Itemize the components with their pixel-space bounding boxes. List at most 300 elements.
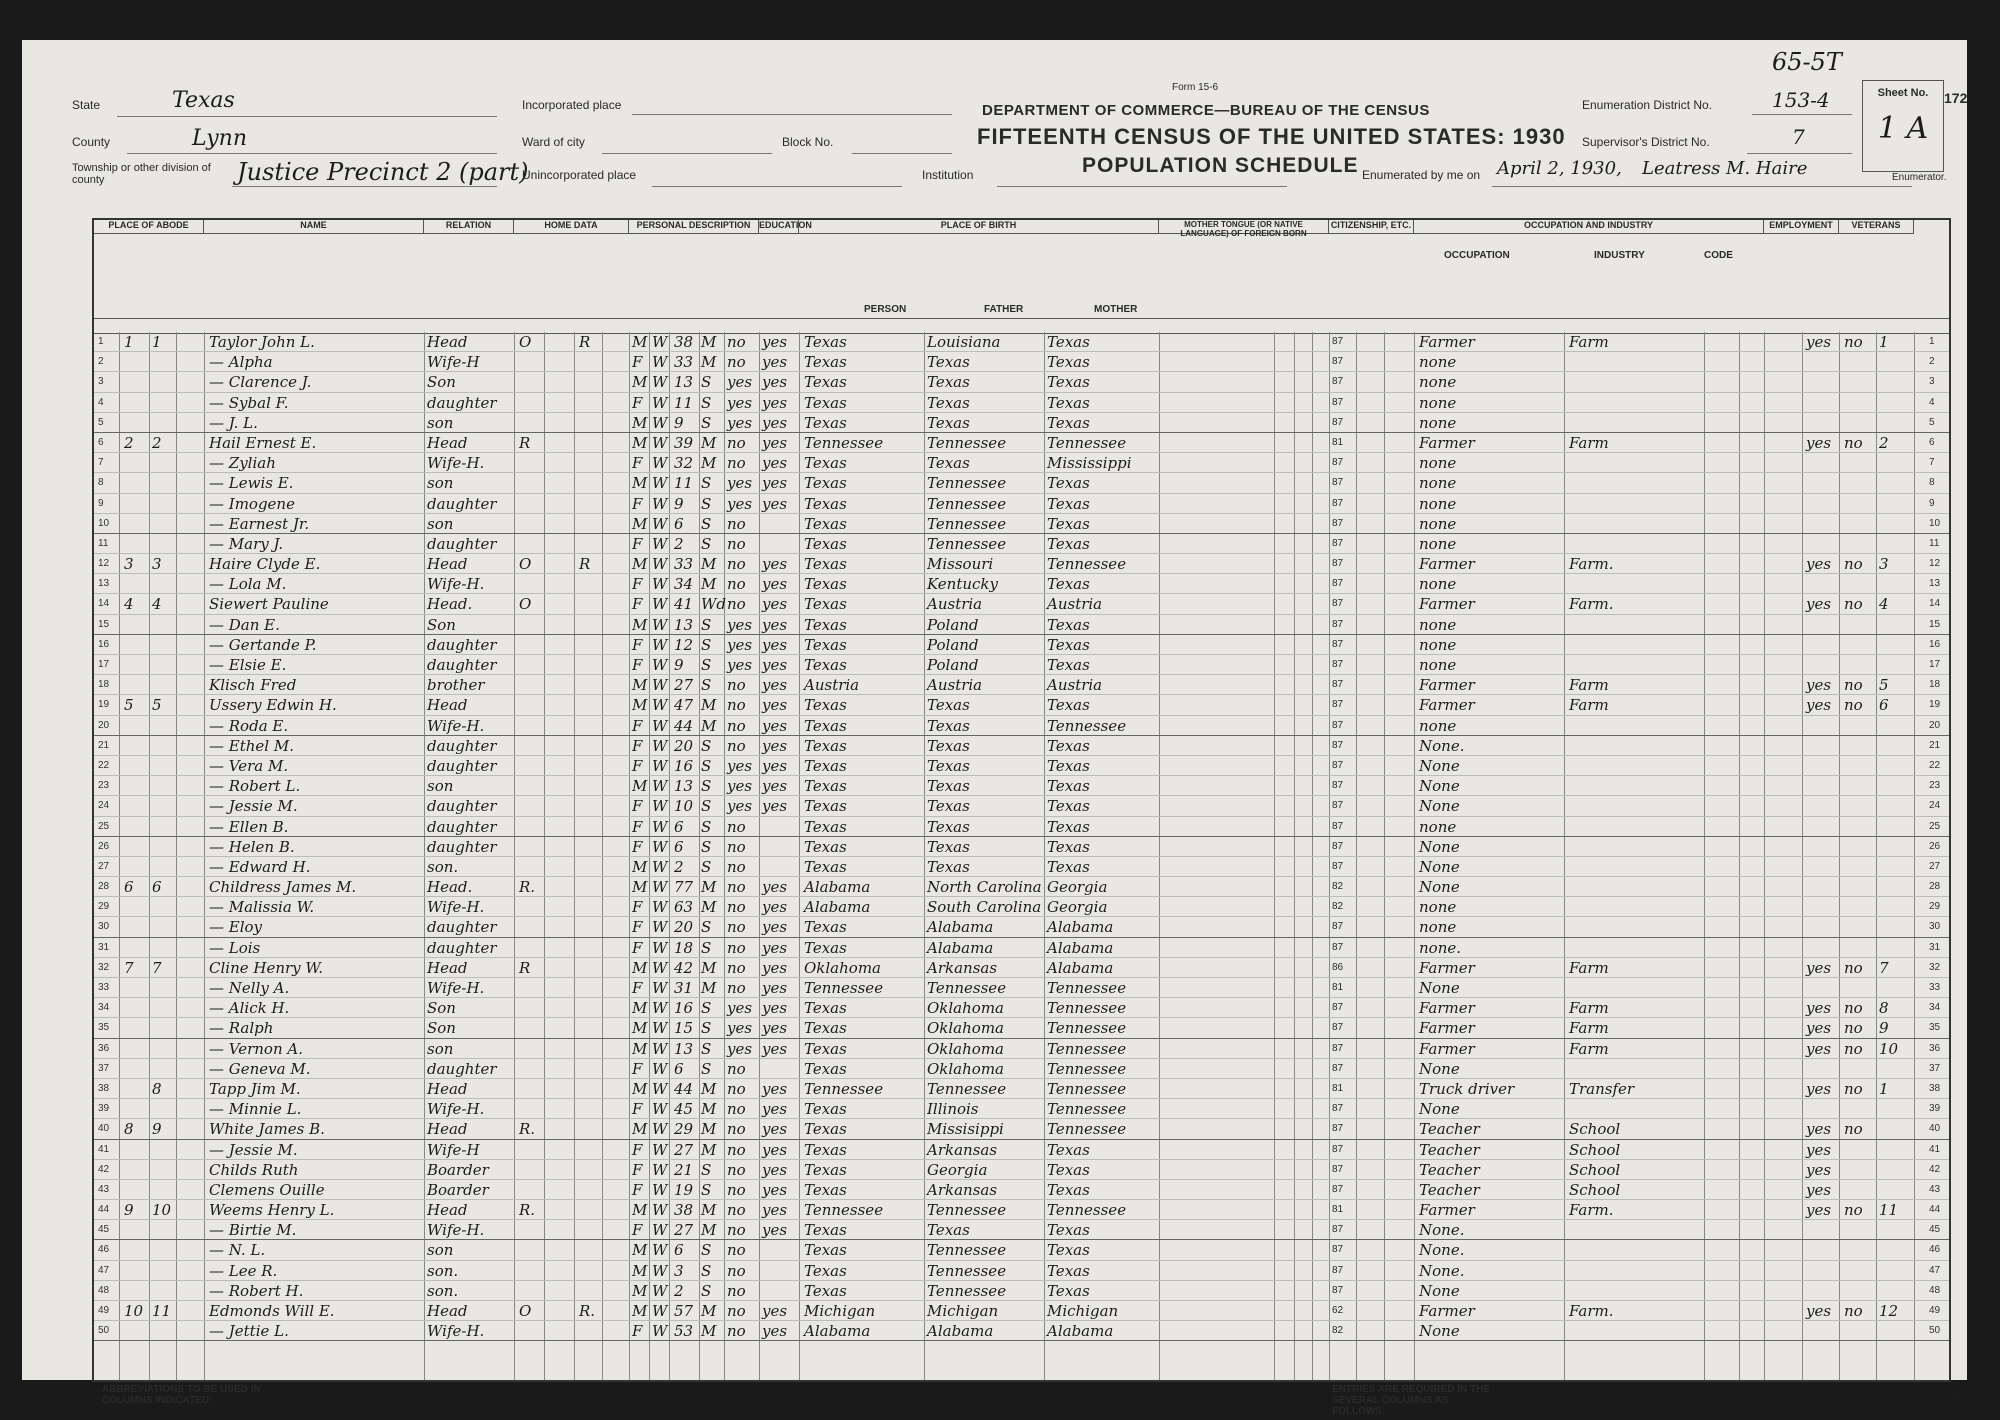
cell-read: yes [762,1160,788,1179]
cell-edu: yes [727,494,753,513]
cell-mbp: Texas [1047,817,1090,836]
line-number: 38 [1929,1082,1941,1094]
cell-dw: 9 [124,1201,134,1220]
cell-age: 45 [674,1100,694,1119]
cell-sex: F [632,656,643,674]
cell-ind [1569,534,1701,553]
cell-sex: M [632,1019,648,1038]
cell-read: yes [762,797,788,816]
table-row [94,635,1949,655]
cell-occ: Farmer [1419,696,1475,715]
cell-dw [124,1018,142,1037]
cell-occ: Teacher [1419,1160,1480,1179]
cell-read: yes [762,938,788,957]
cell-fbp: Texas [927,797,970,816]
cell-read [762,817,796,836]
cell-own: R. [519,1120,536,1139]
cell-bp: Texas [804,1019,847,1038]
cell-fbp: Tennessee [927,1281,1007,1300]
cell-sex: M [632,514,648,533]
cell-edu: no [727,514,746,533]
cell-ind: Farm [1569,333,1609,351]
cell-rel: Wife-H. [427,1221,485,1240]
cell-name: Siewert Pauline [209,595,329,614]
cell-fbp: South Carolina [927,898,1042,917]
cell-occ: Farmer [1419,1039,1475,1058]
cell-mbp: Texas [1047,494,1090,513]
cell-dw [124,1261,142,1280]
cell-name: — Edward H. [209,857,311,876]
cell-race: W [652,656,668,674]
cell-mbp: Georgia [1047,898,1108,917]
cell-own [519,393,541,412]
cell-farm [579,433,601,452]
cell-own [519,736,541,755]
cell-ms: M [701,1322,717,1341]
cell-race: W [652,555,668,574]
cell-name: Cline Henry W. [209,958,323,977]
line-number: 15 [98,618,110,630]
cell-bp: Texas [804,1261,847,1280]
line-number: 34 [1929,1002,1941,1014]
cell-bp: Texas [804,999,847,1018]
cell-farm [579,1039,601,1058]
line-number: 45 [1929,1224,1941,1236]
cell-edu: no [727,1180,746,1199]
cell-edu: no [727,353,746,372]
line-number: 7 [98,457,104,469]
cell-ind [1569,1240,1701,1259]
cell-own [519,675,541,694]
cell-occ: None [1419,1281,1460,1300]
table-row [94,453,1949,473]
cell-name: — Ellen B. [209,817,289,836]
cell-fbp: Texas [927,413,970,432]
cell-sex: M [632,555,648,574]
cell-age: 2 [674,534,684,553]
cell-race: W [652,756,668,775]
line-number: 24 [98,800,110,812]
cell-own: R [519,958,531,977]
cell-edu: no [727,1201,746,1220]
cell-mbp: Texas [1047,1281,1090,1300]
cell-fam [152,917,170,936]
cell-mbp: Georgia [1047,878,1108,897]
cell-sex: M [632,777,648,796]
cell-ind [1569,1261,1701,1280]
cell-emp [1806,1099,1838,1118]
cell-code: 81 [1332,1082,1344,1094]
cell-edu: no [727,696,746,715]
cell-edu: no [727,898,746,917]
cell-ind [1569,857,1701,876]
cell-lno [1879,877,1911,896]
cell-fam [152,494,170,513]
cell-farm [579,817,601,836]
cell-occ: none [1419,635,1457,654]
cell-lno [1879,1220,1911,1239]
table-row [94,716,1949,736]
cell-lno [1879,615,1911,634]
cell-code: 87 [1332,1002,1344,1014]
cell-read: yes [762,595,788,614]
line-number: 22 [1929,759,1941,771]
line-number: 43 [1929,1183,1941,1195]
cell-rel: Head [427,555,468,574]
cell-code: 87 [1332,699,1344,711]
cell-ms: S [701,494,712,513]
cell-ms: M [701,958,717,977]
line-number: 1 [1929,336,1935,347]
cell-bp: Texas [804,595,847,614]
cell-ind [1569,1281,1701,1300]
cell-ms: M [701,333,717,351]
cell-emp [1806,615,1838,634]
cell-lno [1879,736,1911,755]
department-title: DEPARTMENT OF COMMERCE—BUREAU OF THE CENSUS [982,102,1430,119]
group-personal: PERSONAL DESCRIPTION [629,220,759,234]
cell-ind [1569,897,1701,916]
cell-occ: none [1419,898,1457,917]
cell-vet [1844,534,1874,553]
cell-bp: Austria [804,676,860,695]
cell-race: W [652,817,668,836]
cell-ms: S [701,1160,712,1179]
cell-ms: M [701,1100,717,1119]
cell-farm [579,978,601,997]
cell-edu: no [727,1100,746,1119]
cell-fbp: Texas [927,777,970,796]
cell-lno: 5 [1879,676,1889,695]
cell-mbp: Tennessee [1047,1201,1127,1220]
cell-lno [1879,1180,1911,1199]
cell-vet [1844,857,1874,876]
supervisor-value: 7 [1792,125,1805,149]
cell-code: 62 [1332,1305,1344,1316]
cell-rel: Wife-H. [427,898,485,917]
cell-name: — Helen B. [209,837,295,856]
cell-occ: none [1419,353,1457,372]
cell-own [519,978,541,997]
line-number: 10 [98,517,110,529]
cell-edu: no [727,716,746,735]
cell-age: 38 [674,1201,694,1220]
cell-vet [1844,1240,1874,1259]
cell-race: W [652,534,668,553]
cell-race: W [652,413,668,432]
cell-fam [152,1261,170,1280]
cell-edu: no [727,1221,746,1240]
cell-own [519,453,541,472]
cell-bp: Tennessee [804,1201,884,1220]
cell-race: W [652,736,668,755]
cell-farm [579,897,601,916]
cell-dw [124,574,142,593]
cell-fam [152,817,170,836]
cell-sex: M [632,999,648,1018]
cell-fbp: Texas [927,454,970,473]
cell-read: yes [762,676,788,695]
cell-own: R. [519,1201,536,1220]
line-number: 17 [1929,659,1941,670]
cell-occ: none [1419,716,1457,735]
table-row [94,393,1949,413]
cell-vet: no [1844,433,1863,452]
cell-ms: S [701,635,712,654]
cell-vet: no [1844,1120,1863,1139]
table-row [94,514,1949,534]
cell-name: — Geneva M. [209,1059,311,1078]
cell-mbp: Texas [1047,1140,1090,1159]
cell-own [519,796,541,815]
cell-race: W [652,797,668,816]
cell-code: 87 [1332,659,1344,670]
table-row [94,938,1949,958]
cell-dw [124,857,142,876]
group-education: EDUCATION [759,220,799,234]
cell-name: — Imogene [209,494,295,513]
cell-bp: Texas [804,454,847,473]
table-row [94,978,1949,998]
cell-bp: Tennessee [804,433,884,452]
line-number: 1 [98,336,104,347]
cell-ind: Farm [1569,958,1609,977]
cell-ms: S [701,999,712,1018]
cell-emp [1806,372,1838,391]
cell-farm [579,1281,601,1300]
cell-farm [579,716,601,735]
cell-race: W [652,1120,668,1139]
cell-edu: no [727,1140,746,1159]
cell-dw [124,413,142,432]
cell-bp: Texas [804,1059,847,1078]
cell-ms: M [701,1201,717,1220]
cell-emp: yes [1806,1019,1832,1038]
cell-rel: daughter [427,837,497,856]
cell-sex: F [632,918,643,937]
cell-rel: son [427,474,454,493]
line-number: 49 [1929,1305,1941,1316]
cell-fbp: Austria [927,595,983,614]
cell-code: 82 [1332,1325,1344,1337]
cell-fam [152,716,170,735]
cell-emp: yes [1806,676,1832,695]
cell-code: 87 [1332,517,1344,529]
table-rows [94,332,1949,1341]
cell-fam [152,1039,170,1058]
cell-mbp: Tennessee [1047,1120,1127,1139]
cell-code: 87 [1332,1183,1344,1195]
cell-read: yes [762,1322,788,1341]
cell-bp: Texas [804,333,847,351]
line-number: 4 [1929,396,1935,408]
cell-code: 87 [1332,679,1344,691]
cell-fam [152,1220,170,1239]
cell-sex: M [632,1079,648,1098]
cell-edu: no [727,837,746,856]
cell-own [519,494,541,513]
cell-ms: M [701,1221,717,1240]
cell-vet [1844,776,1874,795]
population-table [92,218,1951,1382]
cell-edu: no [727,454,746,473]
table-row [94,1140,1949,1160]
cell-fam [152,393,170,412]
cell-ind [1569,938,1701,957]
cell-name: Edmonds Will E. [209,1302,335,1320]
cell-age: 47 [674,696,694,715]
cell-code: 86 [1332,961,1344,973]
cell-own: O [519,333,532,351]
cell-name: — Mary J. [209,534,284,553]
cell-lno [1879,1261,1911,1280]
cell-fbp: Oklahoma [927,1059,1004,1078]
table-row [94,1301,1949,1321]
cell-emp [1806,978,1838,997]
cell-emp [1806,716,1838,735]
cell-ind [1569,917,1701,936]
cell-age: 38 [674,333,694,351]
cell-own [519,655,541,674]
group-occupation: OCCUPATION AND INDUSTRY [1414,220,1764,234]
cell-race: W [652,575,668,594]
cell-fbp: Illinois [927,1100,979,1119]
cell-age: 9 [674,656,684,674]
cell-edu: no [727,595,746,614]
cell-rel: Head [427,696,468,715]
cell-name: — Eloy [209,918,263,937]
group-home-data: HOME DATA [514,220,629,234]
cell-race: W [652,696,668,715]
table-row [94,1321,1949,1341]
sheet-value: 1 A [1877,111,1929,146]
cell-dw [124,1079,142,1098]
cell-mbp: Alabama [1047,938,1114,957]
cell-dw [124,1220,142,1239]
cell-ms: M [701,696,717,715]
cell-read [762,514,796,533]
line-number: 26 [98,840,110,852]
cell-ms: M [701,898,717,917]
table-row [94,1018,1949,1038]
cell-farm [579,998,601,1017]
cell-name: — Alpha [209,353,273,372]
cell-ms: S [701,413,712,432]
cell-age: 15 [674,1019,694,1038]
cell-ms: S [701,938,712,957]
cell-fam [152,453,170,472]
line-number: 27 [98,860,110,872]
table-row [94,655,1949,675]
census-title: FIFTEENTH CENSUS OF THE UNITED STATES: 1930 [977,124,1566,149]
cell-ind [1569,877,1701,896]
cell-emp [1806,413,1838,432]
cell-farm [579,877,601,896]
cell-fam [152,776,170,795]
table-row [94,1261,1949,1281]
cell-emp: yes [1806,999,1832,1018]
line-number: 8 [1929,477,1935,489]
table-row [94,1180,1949,1200]
cell-farm [579,1018,601,1037]
cell-emp: yes [1806,1079,1832,1098]
cell-lno [1879,817,1911,836]
cell-read: yes [762,1201,788,1220]
cell-fbp: Tennessee [927,1079,1007,1098]
cell-own [519,837,541,856]
cell-sex: M [632,615,648,634]
cell-occ: None. [1419,1261,1465,1280]
cell-fam: 5 [152,696,162,715]
cell-vet [1844,736,1874,755]
cell-mbp: Texas [1047,393,1090,412]
cell-sex: F [632,1140,643,1159]
cell-mbp: Texas [1047,736,1090,755]
cell-read: yes [762,777,788,796]
cell-vet [1844,1281,1874,1300]
cell-ind [1569,796,1701,815]
cell-farm [579,796,601,815]
cell-mbp: Tennessee [1047,1079,1127,1098]
cell-race: W [652,999,668,1018]
cell-code: 87 [1332,1163,1344,1175]
cell-emp [1806,776,1838,795]
line-number: 32 [98,961,110,973]
cell-name: Childs Ruth [209,1160,299,1179]
cell-fam [152,978,170,997]
cell-lno [1879,1140,1911,1159]
cell-own [519,1180,541,1199]
cell-code: 87 [1332,1022,1344,1034]
cell-vet [1844,393,1874,412]
cell-rel: Head [427,1302,468,1320]
cell-rel: Wife-H. [427,716,485,735]
cell-race: W [652,918,668,937]
cell-ms: S [701,1180,712,1199]
cell-ms: S [701,1241,712,1260]
cell-read: yes [762,1019,788,1038]
cell-ind [1569,736,1701,755]
cell-edu: no [727,878,746,897]
cell-dw [124,1039,142,1058]
cell-sex: F [632,534,643,553]
line-number: 44 [1929,1204,1941,1216]
cell-rel: Son [427,373,456,392]
cell-sex: F [632,1180,643,1199]
cell-race: W [652,777,668,796]
cell-name: — Jettie L. [209,1322,289,1341]
cell-name: — Nelly A. [209,979,290,997]
cell-rel: Head [427,333,468,351]
cell-ms: S [701,1039,712,1058]
cell-fbp: Missouri [927,555,994,574]
cell-mbp: Tennessee [1047,555,1127,574]
cell-lno: 1 [1879,1079,1889,1098]
cell-rel: daughter [427,938,497,957]
cell-farm [579,837,601,856]
cell-dw [124,372,142,391]
cell-lno [1879,413,1911,432]
cell-read: yes [762,696,788,715]
cell-farm [579,635,601,654]
cell-vet [1844,917,1874,936]
cell-mbp: Texas [1047,575,1090,594]
cell-fam [152,655,170,674]
cell-age: 6 [674,817,684,836]
cell-age: 12 [674,635,694,654]
cell-occ: none [1419,474,1457,493]
incorporated-label: Incorporated place [522,98,622,112]
